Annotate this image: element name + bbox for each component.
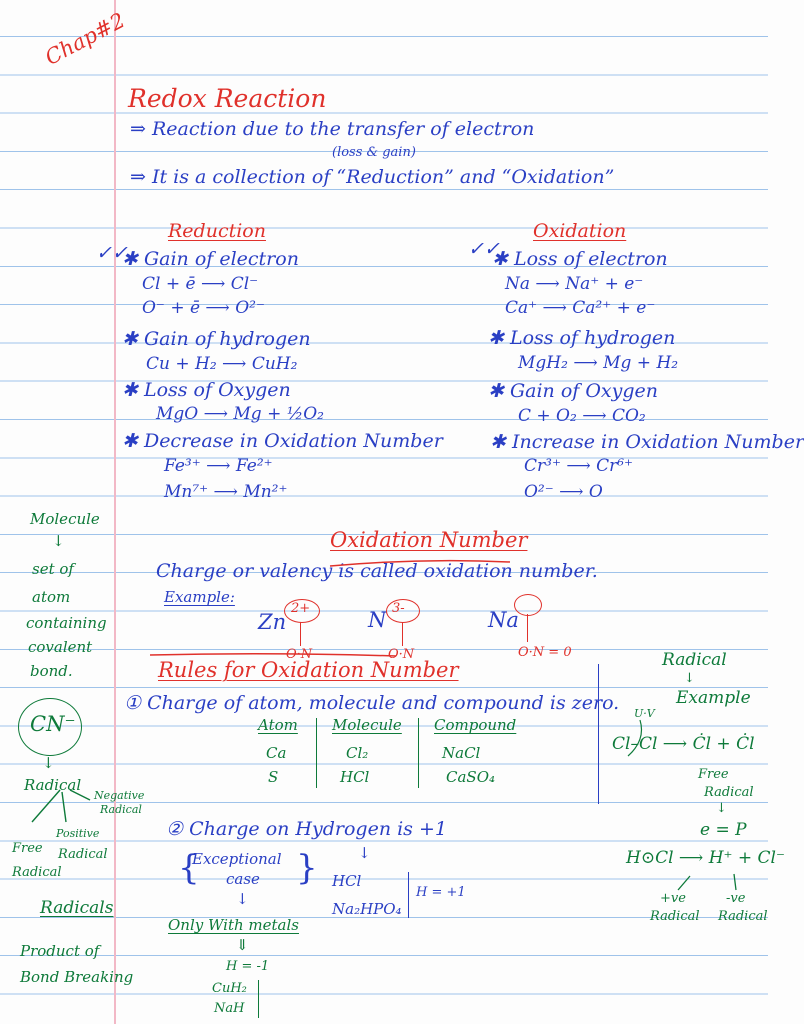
down-arrow-icon: ↓ [684, 671, 695, 686]
product-label: Bond Breaking [20, 968, 134, 986]
oxidation-item-label: ✱ Increase in Oxidation Number [490, 431, 804, 453]
oxidation-number-label: O·N = 0 [518, 645, 572, 660]
reduction-equation: Cl + ē ⟶ Cl⁻ [142, 274, 259, 294]
pointer-line [402, 622, 403, 646]
free-radical-label: Free [698, 767, 729, 782]
brace-icon: } [296, 848, 318, 888]
free-radical-label: Free [12, 841, 43, 856]
reduction-item-label: ✱ Gain of hydrogen [122, 328, 311, 350]
reduction-equation: Cu + H₂ ⟶ CuH₂ [146, 354, 298, 374]
reduction-equation: Fe³⁺ ⟶ Fe²⁺ [164, 456, 273, 476]
element-symbol: Na [488, 608, 519, 632]
margin-text: set of [32, 560, 74, 578]
radical-label: Radical [24, 776, 82, 794]
intro-line-2: ⇒ It is a collection of “Reduction” and “Oxidation” [130, 166, 615, 188]
radical-reaction-1: Cl–Cl ⟶ Ċl + Ċl [612, 734, 755, 754]
oxidation-equation: MgH₂ ⟶ Mg + H₂ [518, 353, 679, 373]
reduction-item-label: ✱ Decrease in Oxidation Number [122, 430, 443, 452]
table-divider [418, 718, 419, 788]
intro-line-1: ⇒ Reaction due to the transfer of electron [130, 118, 535, 140]
table-header: Atom [258, 716, 298, 734]
down-arrow-icon: ↓ [42, 754, 55, 772]
h-plus-one: H = +1 [416, 885, 466, 900]
oxidation-equation: Na ⟶ Na⁺ + e⁻ [505, 274, 644, 294]
example-label: Example [676, 688, 751, 708]
oxidation-heading: Oxidation [533, 220, 627, 242]
pointer-line [527, 614, 528, 642]
table-cell: NaCl [442, 744, 481, 762]
table-cell: CaSO₄ [446, 768, 496, 786]
chapter-label: Chap#2 [41, 8, 129, 70]
charge-circle [514, 594, 542, 616]
positive-radical-label: Radical [650, 909, 700, 924]
margin-text: containing [26, 614, 107, 632]
positive-radical-label: Positive [56, 827, 100, 840]
charge-label: 3- [392, 601, 405, 616]
margin-text: Molecule [30, 510, 100, 528]
oxidation-number-heading: Oxidation Number [330, 528, 528, 552]
page-title: Redox Reaction [128, 84, 327, 113]
table-cell: S [268, 768, 279, 786]
charge-label: 2+ [291, 601, 311, 616]
oxidation-number-label: O·N [286, 647, 313, 662]
only-with-metals: Only With metals [168, 916, 299, 934]
down-arrow-icon: ↓ [52, 532, 65, 550]
reduction-equation: O⁻ + ē ⟶ O²⁻ [142, 298, 265, 318]
pointer-line [300, 622, 301, 646]
exceptional-case: case [226, 870, 260, 888]
reduction-equation: MgO ⟶ Mg + ½O₂ [156, 404, 324, 424]
table-cell: Cl₂ [346, 744, 369, 762]
check-mark-icon: ✓✓ [96, 242, 128, 264]
negative-radical-label: -ve [726, 891, 746, 906]
uv-label: U·V [634, 707, 655, 720]
margin-text: atom [32, 588, 71, 606]
element-symbol: Zn [258, 610, 287, 634]
oxidation-equation: Ca⁺ ⟶ Ca²⁺ + e⁻ [505, 298, 656, 318]
double-down-arrow-icon: ⇓ [236, 936, 249, 954]
metal-hydride: CuH₂ [212, 981, 247, 996]
cyanide-ion: CN⁻ [30, 712, 76, 736]
rules-heading: Rules for Oxidation Number [158, 658, 459, 682]
radical-example-heading: Radical [662, 650, 727, 670]
oxidation-item-label: ✱ Loss of electron [492, 248, 668, 270]
table-divider [316, 718, 317, 788]
oxidation-equation: C + O₂ ⟶ CO₂ [518, 406, 646, 426]
positive-radical-label: Radical [58, 847, 108, 862]
table-header: Molecule [332, 716, 402, 734]
down-arrow-icon: ↓ [358, 844, 371, 862]
rule-2: ② Charge on Hydrogen is +1 [166, 818, 447, 840]
negative-radical-label: Radical [100, 803, 142, 816]
bracket-line [258, 980, 259, 1018]
radicals-heading: Radicals [40, 898, 114, 918]
electron-proton-equal: e = P [700, 820, 747, 840]
product-label: Product of [20, 942, 100, 960]
check-mark-icon: ✓✓ [468, 238, 500, 260]
section-divider [598, 664, 599, 804]
transfer-note: (loss & gain) [332, 145, 416, 160]
oxidation-item-label: ✱ Gain of Oxygen [488, 380, 658, 402]
free-radical-label: Radical [12, 865, 62, 880]
hydrogen-example: HCl [332, 872, 362, 890]
reduction-equation: Mn⁷⁺ ⟶ Mn²⁺ [164, 482, 288, 502]
oxidation-equation: Cr³⁺ ⟶ Cr⁶⁺ [524, 456, 634, 476]
reduction-heading: Reduction [168, 220, 266, 242]
radical-reaction-2: H⊙Cl ⟶ H⁺ + Cl⁻ [626, 848, 785, 868]
oxidation-number-label: O·N [388, 647, 415, 662]
negative-radical-label: Radical [718, 909, 768, 924]
brace-icon: { [178, 848, 200, 888]
free-radical-label: Radical [704, 785, 754, 800]
reduction-item-label: ✱ Loss of Oxygen [122, 379, 291, 401]
element-symbol: N [368, 608, 387, 632]
oxidation-item-label: ✱ Loss of hydrogen [488, 327, 676, 349]
oxidation-equation: O²⁻ ⟶ O [524, 482, 603, 502]
oxidation-number-definition: Charge or valency is called oxidation number. [156, 560, 598, 582]
bracket-line [408, 872, 409, 918]
metal-hydride: NaH [214, 1001, 245, 1016]
down-arrow-icon: ↓ [716, 801, 727, 816]
rule-1: ① Charge of atom, molecule and compound is zero. [124, 692, 620, 714]
reduction-item-label: ✱ Gain of electron [122, 248, 299, 270]
negative-radical-label: Negative [94, 789, 145, 802]
margin-text: covalent [28, 638, 93, 656]
table-cell: Ca [266, 744, 287, 762]
margin-text: bond. [30, 662, 73, 680]
down-arrow-icon: ↓ [236, 890, 249, 908]
table-header: Compound [434, 716, 517, 734]
exceptional-case: Exceptional [192, 850, 282, 868]
hydrogen-example: Na₂HPO₄ [332, 900, 402, 918]
table-cell: HCl [340, 768, 370, 786]
example-label: Example: [164, 588, 235, 606]
positive-radical-label: +ve [660, 891, 686, 906]
h-minus-one: H = -1 [226, 959, 270, 974]
